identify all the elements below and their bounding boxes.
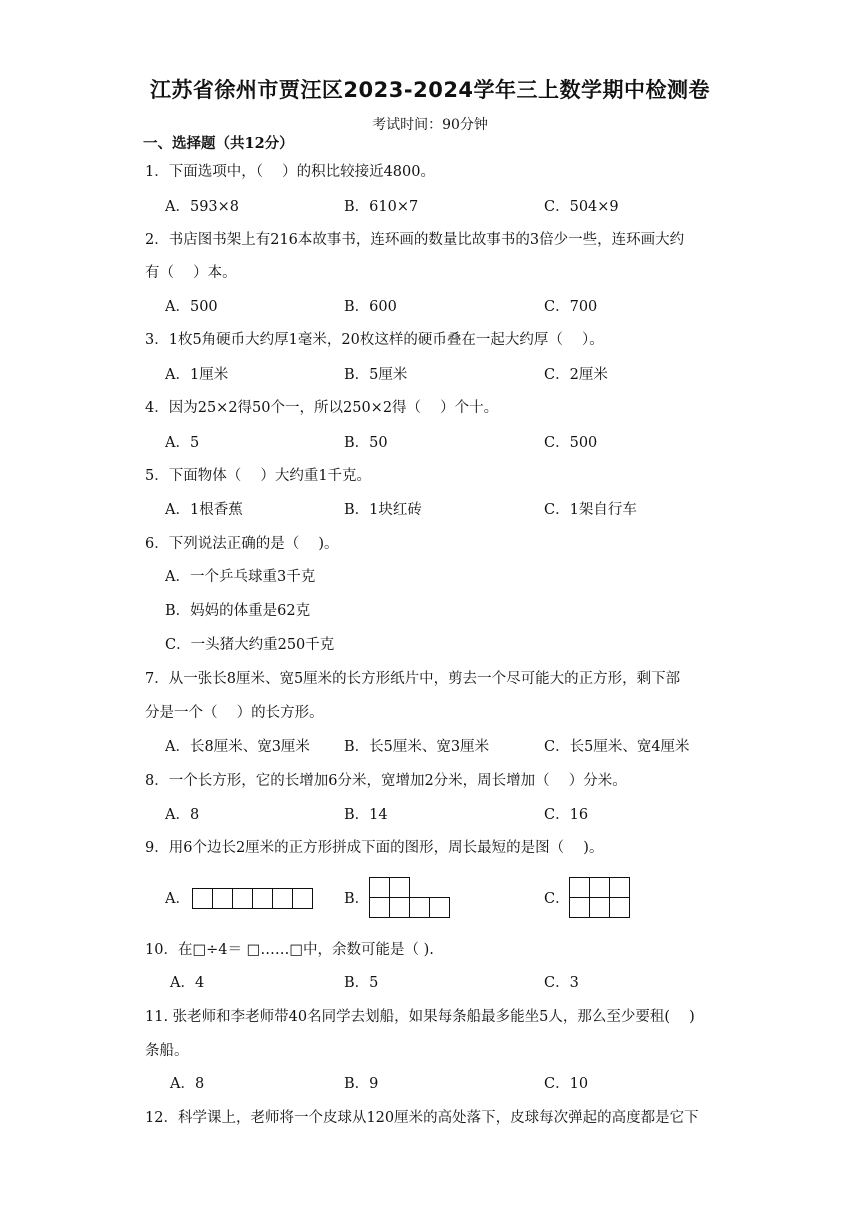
question-5-option-c: C．1架自行车	[544, 502, 637, 518]
question-12-stem: 12．科学课上，老师将一个皮球从120厘米的高处落下，皮球每次弹起的高度都是它下	[145, 1110, 699, 1126]
question-7-option-a: A．长8厘米、宽3厘米	[165, 739, 310, 755]
question-8-option-b: B．14	[344, 807, 388, 823]
question-2-stem-cont: 有（ ）本。	[145, 265, 237, 281]
question-10-option-b: B．5	[344, 975, 379, 991]
question-4-stem: 4．因为25×2得50个一，所以250×2得（ ）个十。	[145, 400, 499, 416]
question-6-option-b: B．妈妈的体重是62克	[165, 603, 311, 619]
page-title: 江苏省徐州市贾汪区2023-2024学年三上数学期中检测卷	[149, 78, 711, 102]
question-7-stem: 7．从一张长8厘米、宽5厘米的长方形纸片中，剪去一个尽可能大的正方形，剩下部	[145, 671, 681, 687]
question-7-stem-cont: 分是一个（ ）的长方形。	[145, 705, 324, 721]
question-1-option-c: C．504×9	[544, 199, 619, 215]
question-1-option-a: A．593×8	[165, 199, 240, 215]
question-8-option-a: A．8	[165, 807, 200, 823]
question-11-stem: 11. 张老师和李老师带40名同学去划船，如果每条船最多能坐5人，那么至少要租( )	[145, 1009, 695, 1025]
question-3-option-c: C．2厘米	[544, 367, 608, 383]
question-10-option-a: A．4	[170, 975, 205, 991]
figure-a-squares	[192, 888, 314, 912]
question-4-option-a: A．5	[165, 435, 200, 451]
question-3-option-a: A．1厘米	[165, 367, 229, 383]
question-9-stem: 9．用6个边长2厘米的正方形拼成下面的图形，周长最短的是图（ )。	[145, 840, 604, 856]
question-10-option-c: C．3	[544, 975, 579, 991]
question-6-option-a: A．一个乒乓球重3千克	[165, 569, 316, 585]
question-6-option-c: C．一头猪大约重250千克	[165, 637, 335, 653]
question-7-option-b: B．长5厘米、宽3厘米	[344, 739, 490, 755]
question-8-stem: 8．一个长方形，它的长增加6分米，宽增加2分米，周长增加（ ）分米。	[145, 773, 627, 789]
question-11-option-c: C．10	[544, 1076, 589, 1092]
question-9-option-b: B．	[344, 891, 370, 907]
question-3-stem: 3．1枚5角硬币大约厚1毫米，20枚这样的硬币叠在一起大约厚（ ）。	[145, 332, 604, 348]
question-3-option-b: B．5厘米	[344, 367, 408, 383]
question-2-stem: 2．书店图书架上有216本故事书，连环画的数量比故事书的3倍少一些，连环画大约	[145, 232, 685, 248]
question-6-stem: 6．下列说法正确的是（ )。	[145, 536, 339, 552]
section-heading: 一、选择题（共12分）	[143, 135, 294, 152]
question-4-option-b: B．50	[344, 435, 388, 451]
figure-b-squares	[369, 877, 453, 921]
question-5-stem: 5．下面物体（ ）大约重1千克。	[145, 468, 372, 484]
question-8-option-c: C．16	[544, 807, 589, 823]
question-1-stem: 1．下面选项中，（ ）的积比较接近4800。	[145, 164, 435, 180]
question-1-option-b: B．610×7	[344, 199, 419, 215]
figure-c-squares	[569, 877, 633, 921]
question-9-option-c: C．	[544, 891, 570, 907]
question-2-option-b: B．600	[344, 299, 397, 315]
question-4-option-c: C．500	[544, 435, 598, 451]
question-10-stem: 10．在□÷4＝ □……□中，余数可能是（ ).	[145, 942, 434, 958]
question-7-option-c: C．长5厘米、宽4厘米	[544, 739, 690, 755]
question-2-option-a: A．500	[165, 299, 218, 315]
question-2-option-c: C．700	[544, 299, 598, 315]
question-9-option-a: A．	[165, 891, 190, 907]
question-11-option-a: A．8	[170, 1076, 205, 1092]
question-11-option-b: B．9	[344, 1076, 379, 1092]
question-11-stem-cont: 条船。	[145, 1043, 189, 1059]
question-5-option-a: A．1根香蕉	[165, 502, 243, 518]
exam-duration: 考试时间：90分钟	[372, 117, 488, 133]
question-5-option-b: B．1块红砖	[344, 502, 422, 518]
